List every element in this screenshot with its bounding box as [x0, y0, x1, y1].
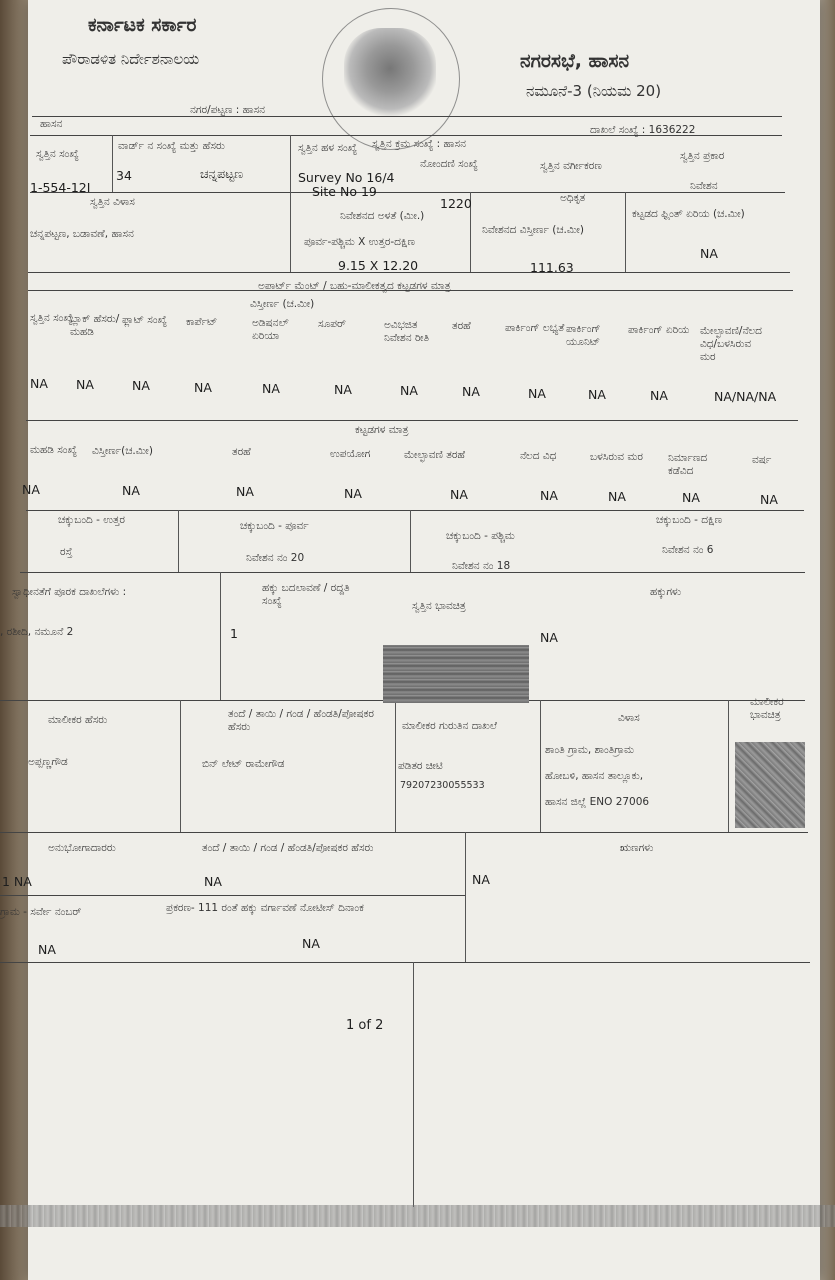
- property-photo: [383, 645, 529, 703]
- building-cell: NA: [344, 485, 362, 501]
- rule: [625, 192, 626, 272]
- site-area-header: ನಿವೇಶನದ ವಿಸ್ತೀರ್ಣ (ಚ.ಮೀ): [482, 224, 584, 236]
- address-header: ಸ್ವತ್ತಿನ ವಿಳಾಸ: [90, 196, 135, 208]
- owner-address-line1: ಶಾಂತಿ ಗ್ರಾಮ, ಶಾಂತಿಗ್ರಾಮ: [545, 744, 635, 756]
- scan-artifact-band: [0, 1205, 835, 1227]
- owner-relation-value: ಬಿನ್ ಲೇಟ್ ರಾಮೇಗೌಡ: [202, 758, 285, 770]
- building-column-header: ವರ್ಷ: [752, 453, 772, 466]
- rule: [0, 962, 810, 963]
- registration-value: 1220: [440, 196, 472, 211]
- rights-change-value: 1: [230, 626, 238, 641]
- building-cell: NA: [122, 483, 140, 499]
- form-title: ನಮೂನೆ-3 (ನಿಯಮ 20): [526, 82, 662, 100]
- apartment-column-header: ಅವಿಭಜಿತ ನಿವೇಶನ ರೀತಿ: [384, 319, 430, 345]
- ward-number-value: 34: [116, 168, 132, 183]
- plinth-area-value: NA: [700, 246, 718, 261]
- directorate-title: ಪೌರಾಡಳಿತ ನಿರ್ದೇಶನಾಲಯ: [62, 50, 200, 68]
- supporting-docs-header: ಸ್ವಾಧೀನತೆಗೆ ಪೂರಕ ದಾಖಲೆಗಳು :: [12, 586, 127, 598]
- owner-name-header: ಮಾಲೀಕರ ಹೆಸರು: [48, 714, 108, 726]
- property-photo-header: ಸ್ವತ್ತಿನ ಭಾವಚಿತ್ರ: [412, 600, 466, 612]
- apartment-column-header: ಸ್ವತ್ತಿನ ಸಂಖ್ಯೆ: [30, 312, 73, 324]
- west-boundary-value: ನಿವೇಶನ ನಂ 18: [452, 560, 511, 572]
- rule: [112, 135, 113, 192]
- apartment-cell: NA: [194, 379, 212, 395]
- site-size-value: 9.15 X 12.20: [338, 258, 419, 273]
- east-boundary-header: ಚಕ್ಕುಬಂದಿ - ಪೂರ್ವ: [240, 520, 309, 532]
- owner-photo-header: ಮಾಲೀಕರ ಭಾವಚಿತ್ರ: [750, 696, 784, 721]
- state-emblem-icon: [344, 28, 436, 118]
- apartment-column-header: ಬ್ಲಾಕ್ ಹೆಸರು/ ಮಹಡಿ: [70, 313, 120, 339]
- west-boundary-header: ಚಕ್ಕುಬಂದಿ - ಪಶ್ಚಿಮ: [446, 530, 515, 542]
- apartment-column-header: ಪಾರ್ಕಿಂಗ್ ಏರಿಯ: [628, 324, 690, 336]
- site-dimension-header: ಪೂರ್ವ-ಪಶ್ಚಿಮ X ಉತ್ತರ-ದಕ್ಷಿಣ: [304, 236, 415, 248]
- village-survey-header: ಗ್ರಾಮ - ಸರ್ವೇ ನಂಬರ್: [0, 906, 82, 918]
- rule: [290, 135, 291, 272]
- registration-header: ನೋಂದಣಿ ಸಂಖ್ಯೆ: [420, 158, 478, 170]
- property-number-header: ಸ್ವತ್ತಿನ ಸಂಖ್ಯೆ: [36, 148, 79, 160]
- apartment-column-header: ಅಡಿಷನಲ್ ಏರಿಯಾ: [252, 316, 289, 342]
- occupant-header: ಅನುಭೋಗಾದಾರರು: [48, 842, 116, 854]
- plinth-area-header: ಕಟ್ಟಡದ ಫ್ಲಿಂತ್ ಏರಿಯ (ಚ.ಮೀ): [632, 208, 745, 220]
- apartment-column-header: ತರಹೆ: [452, 320, 471, 333]
- rule: [20, 572, 805, 573]
- apartment-column-header: ಪಾರ್ಕಿಂಗ್ ಯೂನಿಟ್: [566, 322, 601, 348]
- building-column-header: ವಿಸ್ತೀರ್ಣ(ಚ.ಮೀ): [92, 445, 153, 458]
- south-boundary-header: ಚಕ್ಕುಬಂದಿ - ದಕ್ಷಿಣ: [656, 514, 723, 526]
- rule: [395, 700, 396, 832]
- owner-name-value: ಅಪ್ಪಣ್ಣಗೌಡ: [28, 756, 68, 768]
- city-title: ನಗರಸಭೆ, ಹಾಸನ: [520, 50, 630, 72]
- ward-header: ವಾರ್ಡ್ ನ ಸಂಖ್ಯೆ ಮತ್ತು ಹೆಸರು: [118, 140, 225, 152]
- rule: [0, 832, 808, 833]
- apartment-column-header: ಕಾರ್ಪೆಟ್: [186, 315, 218, 328]
- classification-value: ಅಧಿಕೃತ: [560, 192, 586, 204]
- survey-number-value: Survey No 16/4: [298, 170, 395, 185]
- property-type-value: ನಿವೇಶನ: [690, 180, 718, 192]
- address-value: ಚನ್ನಪಟ್ಟಣ, ಬಡಾವಣೆ, ಹಾಸನ: [30, 228, 134, 240]
- govt-title: ಕರ್ನಾಟಕ ಸರ್ಕಾರ: [88, 14, 197, 36]
- supporting-docs-value: , ರಶೀದಿ, ನಮೂನೆ 2: [0, 626, 74, 638]
- transfer-notice-value: NA: [302, 936, 320, 951]
- owner-id-type: ಪಡಿತರ ಚೀಟಿ: [398, 760, 443, 772]
- building-column-header: ಮೇಲ್ಛಾವಣಿ ತರಹೆ: [404, 448, 466, 461]
- apartment-section-title: ಅಪಾರ್ಟ್ ಮೆಂಟ್ / ಬಹು-ಮಾಲೀಕತ್ವದ ಕಟ್ಟಡಗಳ ಮಾತ್ರ: [258, 280, 451, 292]
- rule: [32, 116, 782, 117]
- building-column-header: ನಿರ್ಮಾಣದ ಕಡೆವಿದ: [668, 452, 708, 478]
- rule: [413, 962, 414, 1207]
- apartment-cell: NA: [462, 384, 480, 400]
- owner-address-line2: ಹೋಬಳಿ, ಹಾಸನ ತಾಲ್ಲೂಕು,: [545, 770, 644, 782]
- page-number: 1 of 2: [346, 1018, 384, 1033]
- liabilities-value: NA: [472, 872, 490, 887]
- site-size-header: ನಿವೇಶನದ ಅಳತೆ (ಮೀ.): [340, 210, 425, 222]
- rule: [180, 700, 181, 832]
- rule: [410, 510, 411, 572]
- rights-change-header: ಹಕ್ಕು ಬದಲಾವಣೆ / ರದ್ದತಿ ಸಂಖ್ಯೆ: [262, 582, 350, 607]
- town-label: ನಗರ/ಪಟ್ಟಣ : ಹಾಸನ: [190, 104, 266, 116]
- apartment-cell: NA: [528, 385, 546, 401]
- rule: [728, 700, 729, 832]
- apartment-cell: NA: [76, 377, 94, 393]
- occupant-value: 1 NA: [2, 874, 32, 889]
- building-cell: NA: [22, 482, 40, 497]
- occupant-relation-value: NA: [204, 874, 222, 889]
- village-survey-value: NA: [38, 942, 56, 957]
- building-section-title: ಕಟ್ಟಡಗಳ ಮಾತ್ರ: [355, 424, 409, 436]
- building-column-header: ಉಪಯೋಗ: [330, 447, 371, 460]
- apartment-column-header: ಫ್ಲಾಟ್ ಸಂಖ್ಯೆ: [122, 314, 168, 327]
- building-cell: NA: [540, 488, 558, 503]
- apartment-cell: NA: [650, 388, 668, 403]
- transfer-notice-header: ಪ್ರಕರಣ- 111 ರಂತೆ ಹಕ್ಕು ವರ್ಗಾವಣೆ ನೋಟೀಸ್ ದಿನಾಂಕ: [166, 902, 364, 914]
- north-boundary-value: ರಸ್ತೆ: [60, 546, 73, 558]
- building-column-header: ಮಹಡಿ ಸಂಖ್ಯೆ: [30, 444, 77, 456]
- rights-header: ಹಕ್ಕುಗಳು: [650, 586, 682, 598]
- rule: [30, 192, 785, 193]
- building-cell: NA: [608, 489, 626, 505]
- classification-header: ಸ್ವತ್ತಿನ ವರ್ಗೀಕರಣ: [540, 160, 602, 172]
- apartment-column-header: ಸೂಪರ್: [318, 318, 346, 330]
- owner-id-header: ಮಾಲೀಕರ ಗುರುತಿನ ದಾಖಲೆ: [402, 720, 498, 732]
- rule: [540, 700, 541, 832]
- building-cell: NA: [450, 486, 468, 502]
- owner-address-line3: ಹಾಸನ ಜಿಲ್ಲೆ ENO 27006: [545, 796, 650, 808]
- building-column-header: ಬಳಸಿರುವ ಮರ: [590, 451, 643, 464]
- owner-id-number: 79207230055533: [400, 780, 485, 791]
- record-number: ದಾಖಲೆ ಸಂಖ್ಯೆ : 1636222: [590, 124, 696, 136]
- rule: [465, 832, 466, 962]
- ward-name-value: ಚನ್ನಪಟ್ಟಣ: [200, 166, 244, 181]
- liabilities-header: ಋಣಗಳು: [620, 842, 654, 854]
- building-cell: NA: [682, 490, 700, 506]
- apartment-column-header: ಪಾರ್ಕಿಂಗ್ ಲಭ್ಯತೆ: [505, 321, 565, 334]
- apartment-cell: NA: [262, 380, 280, 396]
- property-serial-label: ಸ್ವತ್ತಿನ ಕ್ರಮ ಸಂಖ್ಯೆ : ಹಾಸನ: [372, 138, 466, 150]
- owner-photo: [735, 742, 805, 828]
- rule: [26, 510, 804, 511]
- owner-address-header: ವಿಳಾಸ: [618, 712, 640, 724]
- owner-relation-header: ತಂದೆ / ತಾಯಿ / ಗಂಡ / ಹೆಂಡತಿ/ಪೋಷಕರ ಹೆಸರು: [228, 708, 374, 733]
- apartment-cell: NA: [400, 383, 418, 399]
- occupant-relation-header: ತಂದೆ / ತಾಯಿ / ಗಂಡ / ಹೆಂಡತಿ/ಪೋಷಕರ ಹೆಸರು: [202, 842, 374, 854]
- rule: [0, 895, 465, 896]
- site-area-value: 111.63: [530, 260, 574, 275]
- rule: [220, 572, 221, 700]
- building-column-header: ನೆಲದ ವಿಧ: [520, 450, 557, 462]
- apartment-cell: NA: [132, 378, 150, 394]
- site-number-value: Site No 19: [312, 184, 377, 199]
- rule: [178, 510, 179, 572]
- rule: [26, 420, 798, 421]
- apartment-cell: NA: [588, 386, 606, 402]
- binder-edge: [0, 0, 30, 1280]
- apartment-column-header: ಮೇಲ್ಛಾವಣಿ/ನೆಲದ ವಿಧ/ಬಳಸಿರುವ ಮರ: [700, 325, 762, 364]
- property-number-value: 1-554-12I: [30, 180, 91, 195]
- north-boundary-header: ಚಕ್ಕುಬಂದಿ - ಉತ್ತರ: [58, 514, 125, 526]
- east-boundary-value: ನಿವೇಶನ ನಂ 20: [246, 552, 305, 564]
- apartment-cell: NA: [30, 376, 48, 391]
- district-label: ಹಾಸನ: [40, 118, 63, 130]
- building-cell: NA: [236, 484, 254, 500]
- apartment-cell: NA/NA/NA: [714, 389, 777, 405]
- building-cell: NA: [760, 491, 778, 507]
- apartment-cell: NA: [334, 382, 352, 397]
- property-type-header: ಸ್ವತ್ತಿನ ಪ್ರಕಾರ: [680, 150, 725, 162]
- south-boundary-value: ನಿವೇಶನ ನಂ 6: [662, 544, 714, 556]
- apartment-area-header: ವಿಸ್ತೀರ್ಣ (ಚ.ಮೀ): [250, 298, 315, 310]
- building-column-header: ತರಹೆ: [232, 446, 251, 459]
- rights-value: NA: [540, 630, 558, 645]
- old-number-header: ಸ್ವತ್ತಿನ ಹಳ ಸಂಖ್ಯೆ: [298, 142, 358, 154]
